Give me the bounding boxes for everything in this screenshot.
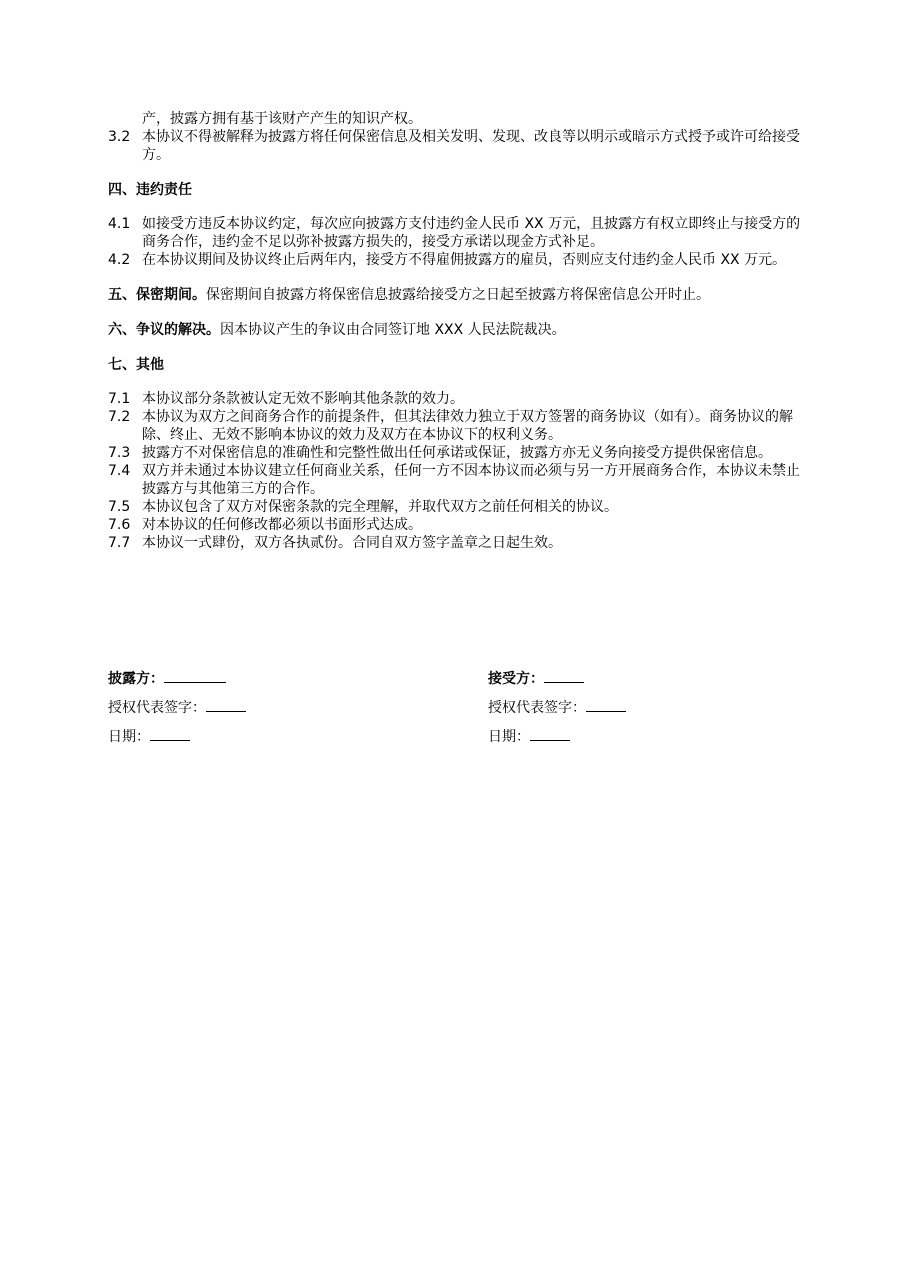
section-7-heading: 七、其他 (108, 357, 164, 373)
clause-7-7 (108, 534, 808, 552)
clause-number: 7.7 (108, 535, 131, 551)
discloser-signer-label: 授权代表签字： (108, 700, 206, 716)
clause-3-1-continuation: 产，披露方拥有基于该财产产生的知识产权。 (142, 111, 422, 127)
clause-text: 本协议一式肆份，双方各执贰份。合同自双方签字盖章之日起生效。 (142, 535, 562, 551)
clause-text: 本协议部分条款被认定无效不影响其他条款的效力。 (142, 391, 464, 407)
recipient-signer-blank[interactable] (586, 697, 626, 712)
recipient-date-label: 日期： (488, 729, 530, 745)
clause-7-6 (108, 516, 808, 534)
clause-text: 本协议为双方之间商务合作的前提条件，但其法律效力独立于双方签署的商务协议（如有）。商务协议的解除、终止、无效不影响本协议的效力及双方在本协议下的权利义务。 (142, 409, 793, 443)
discloser-party-row (108, 668, 368, 686)
recipient-signature-block (488, 668, 748, 755)
recipient-date-row (488, 726, 748, 744)
recipient-party-blank[interactable] (544, 668, 584, 683)
clause-text: 双方并未通过本协议建立任何商业关系，任何一方不因本协议而必须与另一方开展商务合作，本协议未禁止披露方与其他第三方的合作。 (142, 463, 800, 497)
clause-text: 本协议包含了双方对保密条款的完全理解，并取代双方之前任何相关的协议。 (142, 499, 618, 515)
clause-number: 7.5 (108, 499, 131, 515)
section-5-text: 保密期间自披露方将保密信息披露给接受方之日起至披露方将保密信息公开时止。 (206, 287, 710, 303)
clause-text: 披露方不对保密信息的准确性和完整性做出任何承诺或保证，披露方亦无义务向接受方提供保密信息。 (142, 445, 772, 461)
discloser-date-blank[interactable] (150, 726, 190, 741)
section-6-text: 因本协议产生的争议由合同签订地 XXX 人民法院裁决。 (220, 322, 566, 338)
section-5-label: 五、保密期间。 (108, 287, 206, 303)
clause-7-4 (108, 462, 808, 498)
discloser-date-row (108, 726, 368, 744)
recipient-signer-row (488, 697, 748, 715)
clause-number: 4.1 (108, 216, 131, 232)
recipient-party-row (488, 668, 748, 686)
discloser-party-blank[interactable] (164, 668, 226, 683)
clause-number: 4.2 (108, 252, 131, 268)
clause-text: 如接受方违反本协议约定，每次应向披露方支付违约金人民币 XX 万元，且披露方有权立即终止与接受方的商务合作，违约金不足以弥补披露方损失的，接受方承诺以现金方式补足。 (142, 216, 801, 250)
clause-text: 对本协议的任何修改都必须以书面形式达成。 (142, 517, 422, 533)
recipient-party-label: 接受方： (488, 671, 544, 687)
clause-text: 本协议不得被解释为披露方将任何保密信息及相关发明、发现、改良等以明示或暗示方式授予或许可给接受方。 (142, 129, 800, 163)
clause-number: 7.3 (108, 445, 131, 461)
clause-number: 7.1 (108, 391, 131, 407)
clause-7-5 (108, 498, 808, 516)
section-5-paragraph (108, 286, 808, 304)
clause-4-1 (108, 215, 808, 251)
clause-7-2 (108, 408, 808, 444)
clause-7-3 (108, 444, 808, 462)
clause-4-2 (108, 251, 808, 269)
clause-7-1 (108, 390, 808, 408)
recipient-date-blank[interactable] (530, 726, 570, 741)
discloser-signer-blank[interactable] (206, 697, 246, 712)
recipient-signer-label: 授权代表签字： (488, 700, 586, 716)
clause-number: 7.4 (108, 463, 131, 479)
clause-3-2 (108, 128, 808, 164)
discloser-signature-block (108, 668, 368, 755)
clause-number: 3.2 (108, 129, 131, 145)
clause-number: 7.2 (108, 409, 131, 425)
agreement-body (108, 110, 808, 552)
section-6-label: 六、争议的解决。 (108, 322, 220, 338)
clause-text: 在本协议期间及协议终止后两年内，接受方不得雇佣披露方的雇员，否则应支付违约金人民币 XX 万元。 (142, 252, 787, 268)
discloser-signer-row (108, 697, 368, 715)
clause-number: 7.6 (108, 517, 131, 533)
discloser-party-label: 披露方： (108, 671, 164, 687)
section-6-paragraph (108, 321, 808, 339)
section-4-heading: 四、违约责任 (108, 182, 192, 198)
discloser-date-label: 日期： (108, 729, 150, 745)
